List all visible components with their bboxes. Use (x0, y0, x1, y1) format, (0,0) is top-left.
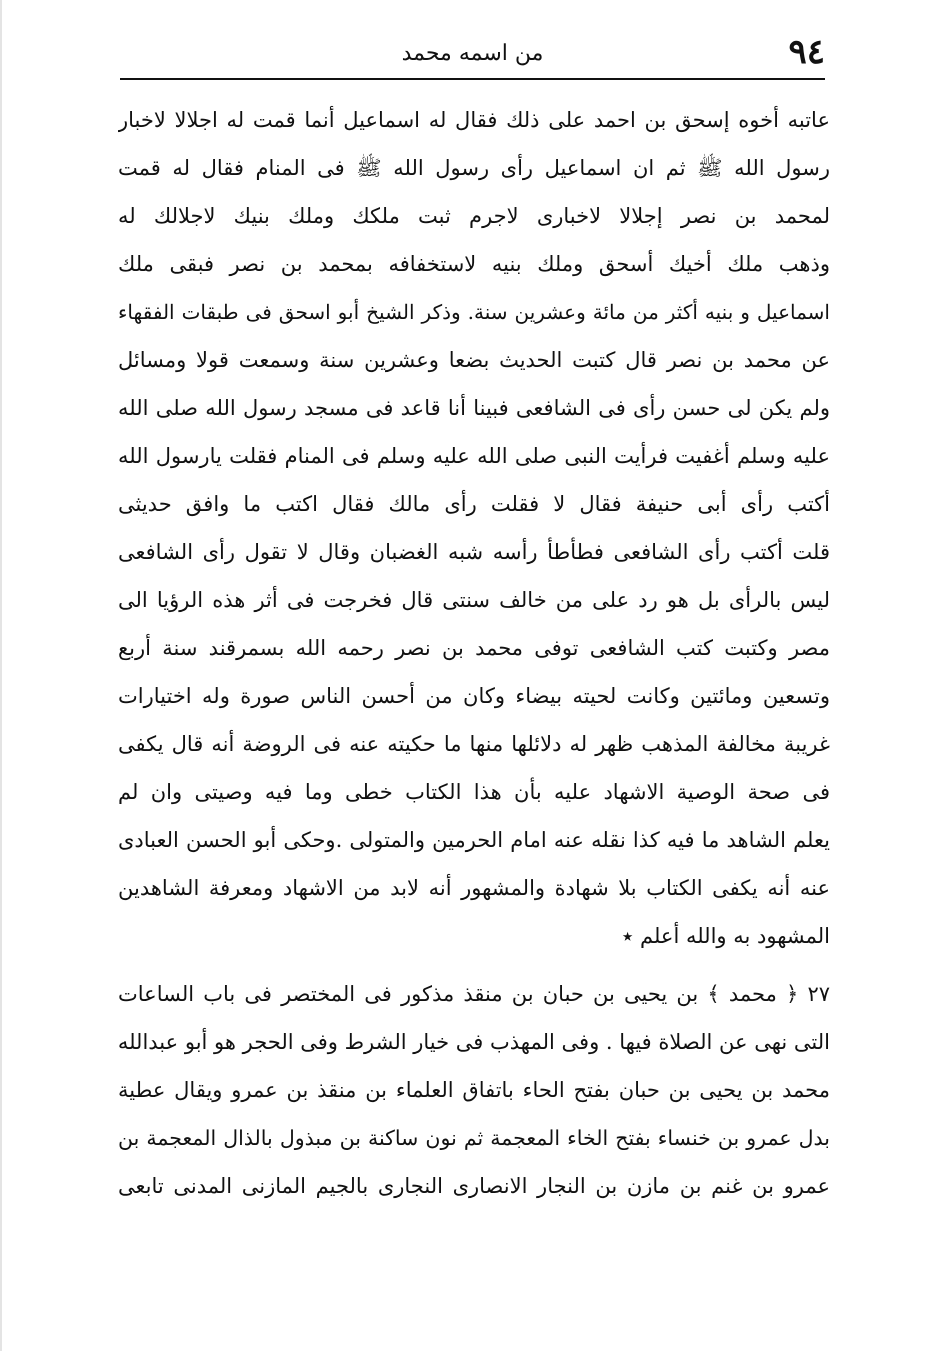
text-line: محمد بن يحيى بن حبان بفتح الحاء باتفاق العلماء بن منقذ بن عمرو ويقال عطية (118, 1078, 830, 1102)
text-line: وذهب ملك أخيك أسحق وملك بنيه لاستخفافه بمحمد بن نصر فبقى ملك (118, 252, 830, 276)
text-line: يعلم الشاهد ما فيه كذا نقله عنه امام الحرمين والمتولى .وحكى أبو الحسن العبادى (118, 828, 830, 852)
paragraph-muhammad-ibn-nasr (118, 96, 830, 960)
running-title: من اسمه محمد (401, 41, 544, 66)
text-line: عن محمد بن نصر قال كتبت الحديث بضعا وعشرين سنة وسمعت قولا ومسائل (118, 348, 830, 372)
text-line: بدل عمرو بن خنساء بفتح الخاء المعجمة ثم نون ساكنة بن مبذول بالذال المعجمة بن (118, 1126, 830, 1150)
text-line: أكتب رأى أبى حنيفة فقال لا فقلت رأى مالك فقال اكتب ما وافق حديثى (118, 492, 830, 516)
text-line: قلت أكتب رأى الشافعى فطأطأ رأسه شبه الغضبان وقال لا تقول رأى الشافعى (118, 540, 830, 564)
header-rule (120, 78, 825, 80)
page-header (120, 30, 825, 78)
text-line: عمرو بن غنم بن مازن بن النجار الانصارى النجارى بالجيم المازنى المدنى تابعى (118, 1174, 830, 1198)
scan-edge-shadow (0, 0, 2, 1351)
text-line: عليه وسلم أغفيت فرأيت النبى صلى الله عليه وسلم فى المنام فقلت يارسول الله (118, 444, 830, 468)
text-line: غريبة مخالفة المذهب ظهر له دلائلها منها ما حكيته عنه فى الروضة أنه قال يكفى (118, 732, 830, 756)
body-text (118, 96, 830, 1210)
text-line: مصر وكتبت كتب الشافعى توفى محمد بن نصر رحمه الله بسمرقند سنة أربع (118, 636, 830, 660)
text-line: ولم يكن لى حسن رأى فى الشافعى فبينا أنا قاعد فى مسجد رسول الله صلى الله (118, 396, 830, 420)
text-line: التى نهى عن الصلاة فيها . وفى المهذب فى خيار الشرط وفى الحجر هو أبو عبدالله (118, 1030, 830, 1054)
text-line: عنه أنه يكفى الكتاب بلا شهادة والمشهور أنه لابد من الاشهاد ومعرفة الشاهدين (118, 876, 830, 900)
text-line: فى صحة الوصية الاشهاد عليه بأن هذا الكتاب خطى وما فيه وصيتى وان لم (118, 780, 830, 804)
text-line: المشهود به والله أعلم ٭ (621, 924, 830, 948)
text-line: وتسعين ومائتين وكانت لحيته بيضاء وكان من أحسن الناس صورة وله اختيارات (118, 684, 830, 708)
text-line: رسول الله ﷺ ثم ان اسماعيل رأى رسول الله ﷺ فى المنام فقال له قمت (118, 156, 830, 180)
text-line: لمحمد بن نصر إجلالا لاخبارى لاجرم ثبت ملكك وملك بنيك لاجلالك له (118, 204, 830, 228)
page-number: ٩٤ (788, 32, 825, 72)
text-line: ليس بالرأى بل هو رد على من خالف سنتى قال فخرجت فى أثر هذه الرؤيا الى (118, 588, 830, 612)
entry-heading-line: ٢٧ ﴿ محمد ﴾ بن يحيى بن حبان بن منقذ مذكور فى المختصر فى باب الساعات (118, 982, 830, 1006)
paragraph-entry-27 (118, 970, 830, 1210)
text-line: عاتبه أخوه إسحق بن احمد على ذلك فقال له اسماعيل أنما قمت له اجلالا لاخبار (118, 108, 830, 132)
text-line: اسماعيل و بنيه أكثر من مائة وعشرين سنة. وذكر الشيخ أبو اسحق فى طبقات الفقهاء (118, 300, 830, 324)
